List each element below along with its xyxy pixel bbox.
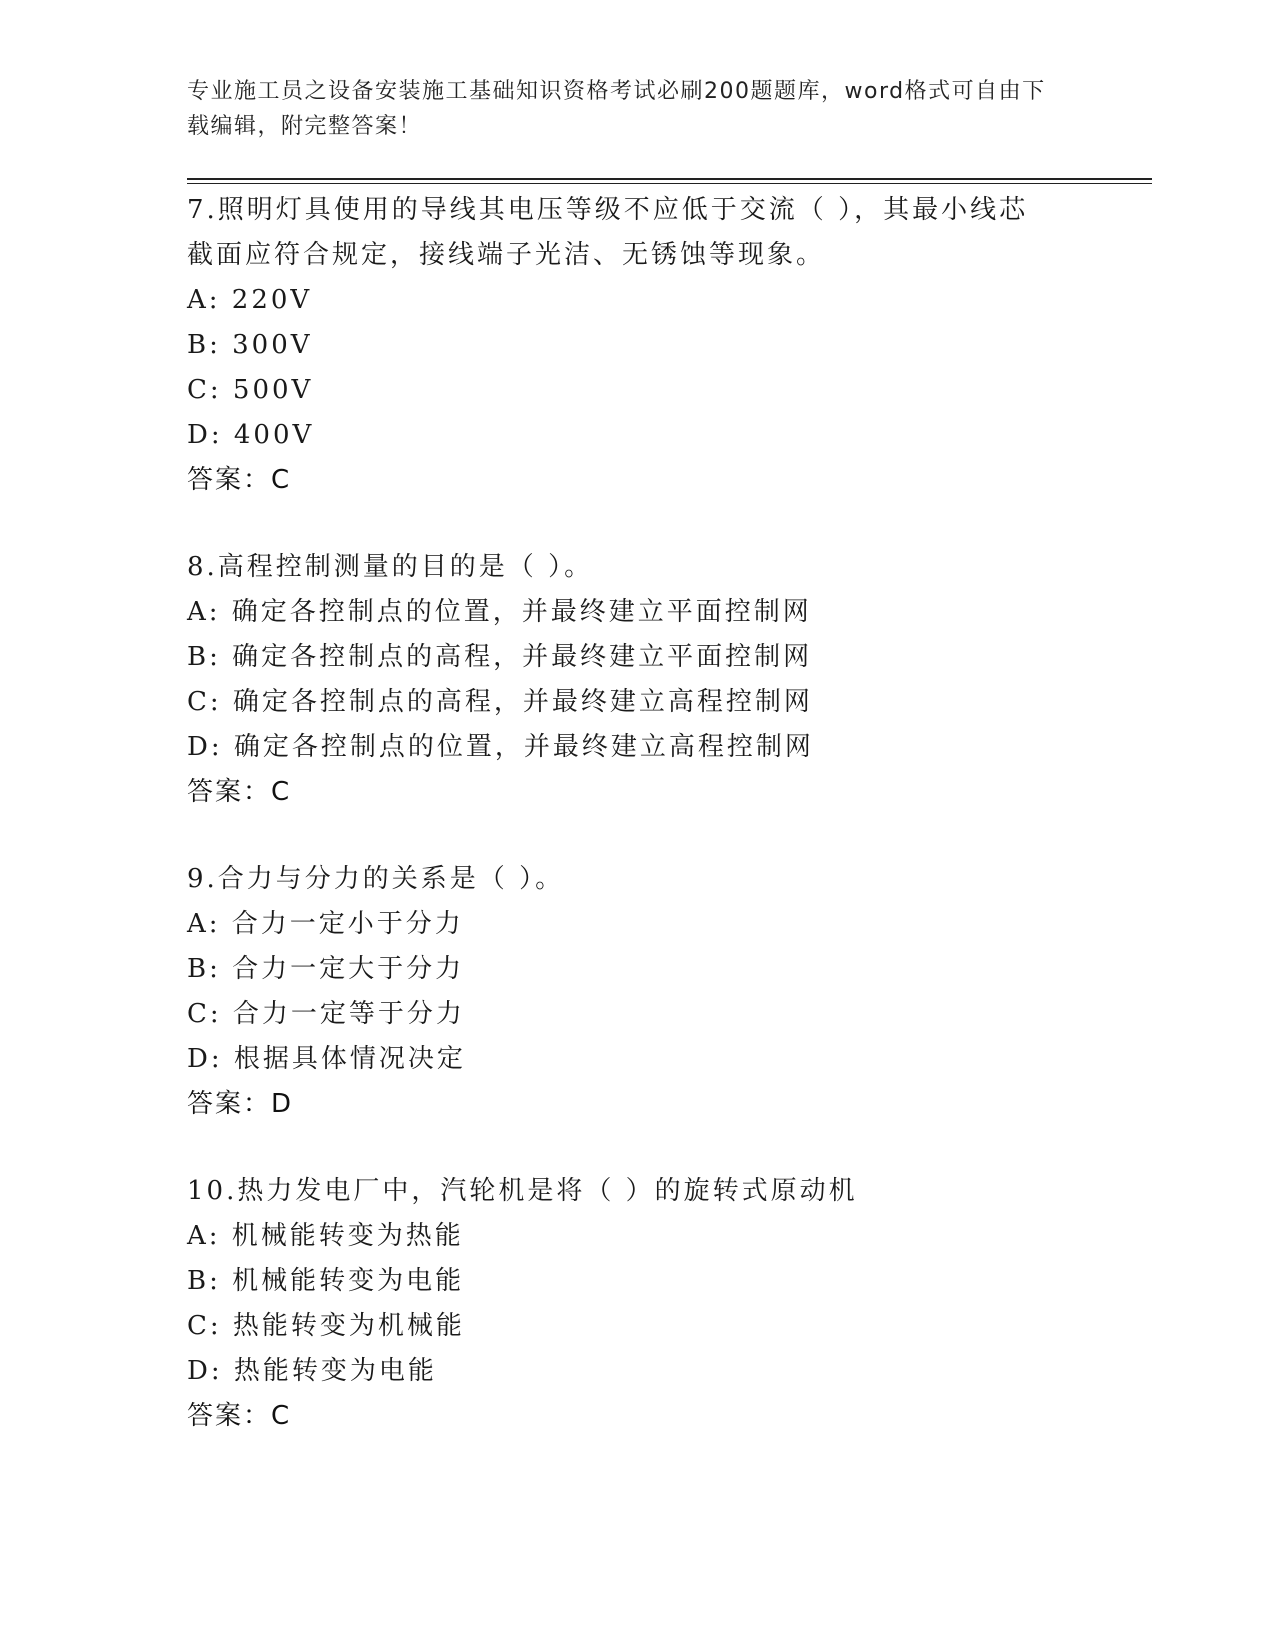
question-stem: 7.照明灯具使用的导线其电压等级不应低于交流（ ），其最小线芯截面应符合规定，接线端子光洁、无锈蚀等现象。 bbox=[187, 195, 1029, 270]
question-list bbox=[187, 188, 1087, 1481]
option-c: C: 合力一定等于分力 bbox=[187, 999, 465, 1029]
answer-label: 答案：C bbox=[187, 465, 292, 495]
option-d: D: 确定各控制点的位置，并最终建立高程控制网 bbox=[187, 732, 814, 762]
document-header: 专业施工员之设备安装施工基础知识资格考试必刷200题题库，word格式可自由下载编辑，附完整答案！ bbox=[187, 79, 1046, 139]
question-7 bbox=[187, 188, 1087, 503]
header-rule-thin bbox=[187, 183, 1152, 184]
answer-label: 答案：C bbox=[187, 1401, 292, 1431]
option-b: B: 确定各控制点的高程，并最终建立平面控制网 bbox=[187, 642, 813, 672]
question-9 bbox=[187, 857, 1087, 1127]
option-b: B: 合力一定大于分力 bbox=[187, 954, 465, 984]
option-d: D: 热能转变为电能 bbox=[187, 1356, 437, 1386]
option-b: B: 机械能转变为电能 bbox=[187, 1266, 465, 1296]
option-c: C: 500V bbox=[187, 375, 314, 405]
option-c: C: 确定各控制点的高程，并最终建立高程控制网 bbox=[187, 687, 813, 717]
question-10 bbox=[187, 1169, 1087, 1439]
option-a: A: 合力一定小于分力 bbox=[187, 909, 464, 939]
question-stem: 9.合力与分力的关系是（ ）。 bbox=[187, 864, 565, 894]
option-d: D: 400V bbox=[187, 420, 315, 450]
question-8 bbox=[187, 545, 1087, 815]
answer-label: 答案：C bbox=[187, 777, 292, 807]
option-a: A: 220V bbox=[187, 285, 313, 315]
question-stem: 10.热力发电厂中，汽轮机是将（ ）的旋转式原动机 bbox=[187, 1176, 858, 1206]
option-d: D: 根据具体情况决定 bbox=[187, 1044, 466, 1074]
option-b: B: 300V bbox=[187, 330, 313, 360]
option-a: A: 确定各控制点的位置，并最终建立平面控制网 bbox=[187, 597, 812, 627]
question-stem: 8.高程控制测量的目的是（ ）。 bbox=[187, 552, 594, 582]
option-a: A: 机械能转变为热能 bbox=[187, 1221, 464, 1251]
answer-label: 答案：D bbox=[187, 1089, 294, 1119]
option-c: C: 热能转变为机械能 bbox=[187, 1311, 465, 1341]
header-rule-thick bbox=[187, 178, 1152, 180]
